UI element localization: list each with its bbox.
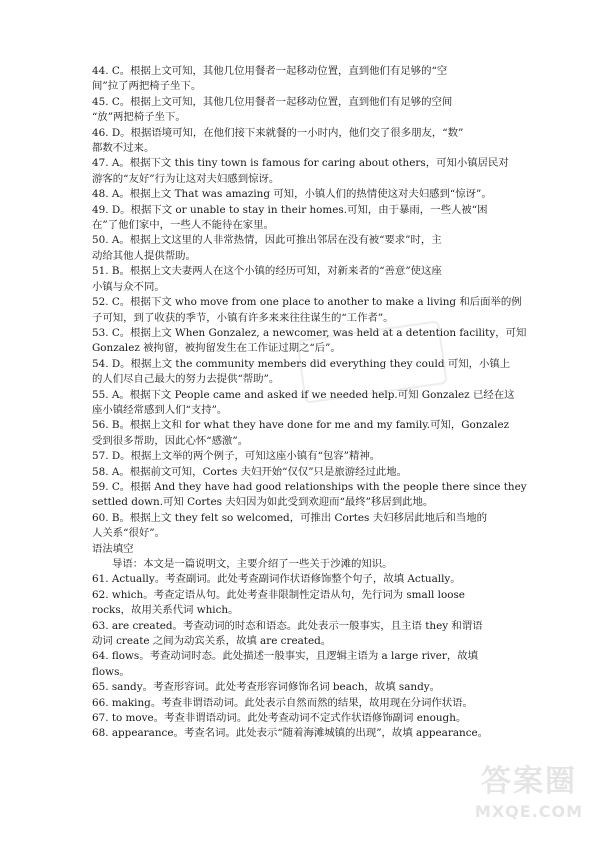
text-line: 53. C。根据上文 When Gonzalez, a newcomer, was held at a detention facility，可知 (92, 326, 527, 339)
text-line: 间”拉了两把椅子坐下。 (92, 80, 202, 93)
text-line: 受到很多帮助，因此心怀“感激”。 (92, 434, 249, 447)
text-line: 65. sandy。考查形容词。此处考查形容词修饰名词 beach，故填 sandy。 (92, 681, 441, 694)
section-heading: 语法填空 (92, 542, 134, 555)
text-line: 67. to move。考查非谓语动词。此处考查动词不定式作状语修饰副词 enough。 (92, 712, 467, 725)
text-line: 在”了他们家中，一些人不能待在家里。 (92, 219, 274, 232)
text-line: 52. C。根据下文 who move from one place to another to make a living 和后面举的例 (92, 296, 522, 309)
text-line: 58. A。根据前文可知，Cortes 夫妇开始“仅仅”只是旅游经过此地。 (92, 465, 408, 478)
text-line: flows。 (92, 665, 130, 678)
text-line: 54. D。根据上文 the community members did everything they could 可知，小镇上 (92, 357, 511, 370)
text-line: 55. A。根据下文 People came and asked if we needed help.可知 Gonzalez 已经在这 (92, 388, 515, 401)
watermark-site-text: MXQE.COM (474, 802, 584, 821)
text-line: 59. C。根据 And they have had good relationships with the people there since they (92, 480, 527, 493)
text-line: 游客的“友好”行为让这对夫妇感到惊讶。 (92, 172, 280, 185)
text-line: 61. Actually。考查副词。此处考查副词作状语修饰整个句子，故填 Actually。 (92, 573, 461, 586)
text-line: “放”两把椅子坐下。 (92, 111, 186, 124)
watermark-logo-text: 答案圈 (481, 764, 577, 799)
text-line: 都数不过来。 (92, 142, 155, 155)
text-line: settled down.可知 Cortes 夫妇因为如此受到欢迎而“最终”移居到此地。 (92, 496, 434, 509)
text-line: 62. which。考查定语从句。此处考查非限制性定语从句，先行词为 small loose (92, 588, 465, 601)
text-line: 57. D。根据上文举的两个例子，可知这座小镇有“包容”精神。 (92, 450, 381, 463)
text-line: 的人们尽自己最大的努力去提供“帮助”。 (92, 373, 280, 386)
text-line: 46. D。根据语境可知，在他们接下来就餐的一小时内，他们交了很多朋友，“数” (92, 126, 464, 139)
text-line: 51. B。根据上文夫妻两人在这个小镇的经历可知，对新来者的“善意”使这座 (92, 265, 442, 278)
text-line: 45. C。根据上文可知，其他几位用餐者一起移动位置，直到他们有足够的空间 (92, 95, 453, 108)
text-line: 44. C。根据上文可知，其他几位用餐者一起移动位置，直到他们有足够的“空 (92, 65, 448, 77)
text-line: 人关系“很好”。 (92, 527, 165, 540)
text-line: 小镇与众不同。 (92, 280, 165, 293)
text-line: 56. B。根据上文和 for what they have done for me and my family.可知，Gonzalez (92, 419, 510, 432)
text-line: 48. A。根据上文 That was amazing 可知，小镇人们的热情使这对夫妇感到“惊讶”。 (92, 188, 492, 201)
text-line: 68. appearance。考查名词。此处表示“随着海滩城镇的出现”，故填 appearance。 (92, 727, 489, 740)
answer-explanations (92, 64, 544, 742)
text-line: rocks，故用关系代词 which。 (92, 604, 239, 617)
text-line: 50. A。根据上文这里的人非常热情，因此可推出邻居在没有被“要求”时，主 (92, 234, 442, 247)
text-line: 动给其他人提供帮助。 (92, 249, 196, 262)
text-line: 子可知，到了收获的季节，小镇有许多来来往往谋生的“工作者”。 (92, 311, 394, 324)
text-line: Gonzalez 被拘留，被拘留发生在工作证过期之“后”。 (92, 342, 341, 355)
text-line: 60. B。根据上文 they felt so welcomed，可推出 Cortes 夫妇移居此地后和当地的 (92, 511, 487, 524)
text-line: 64. flows。考查动词时态。此处描述一般事实，且逻辑主语为 a large river，故填 (92, 650, 479, 663)
text-line: 动词 create 之间为动宾关系，故填 are created。 (92, 635, 332, 648)
text-line: 47. A。根据下文 this tiny town is famous for caring about others，可知小镇居民对 (92, 157, 509, 170)
text-line: 49. D。根据下文 or unable to stay in their homes.可知，由于暴雨，一些人被“困 (92, 203, 488, 216)
text-line: 63. are created。考查动词的时态和语态。此处表示一般事实，且主语 they 和谓语 (92, 619, 483, 632)
section-intro: 导语：本文是一篇说明文，主要介绍了一些关于沙滩的知识。 (112, 558, 393, 570)
text-line: 66. making。考查非谓语动词。此处表示自然而然的结果，故用现在分词作状语。 (92, 696, 473, 709)
text-line: 座小镇经常感到人们“支持”。 (92, 403, 228, 416)
site-watermark (470, 762, 588, 832)
